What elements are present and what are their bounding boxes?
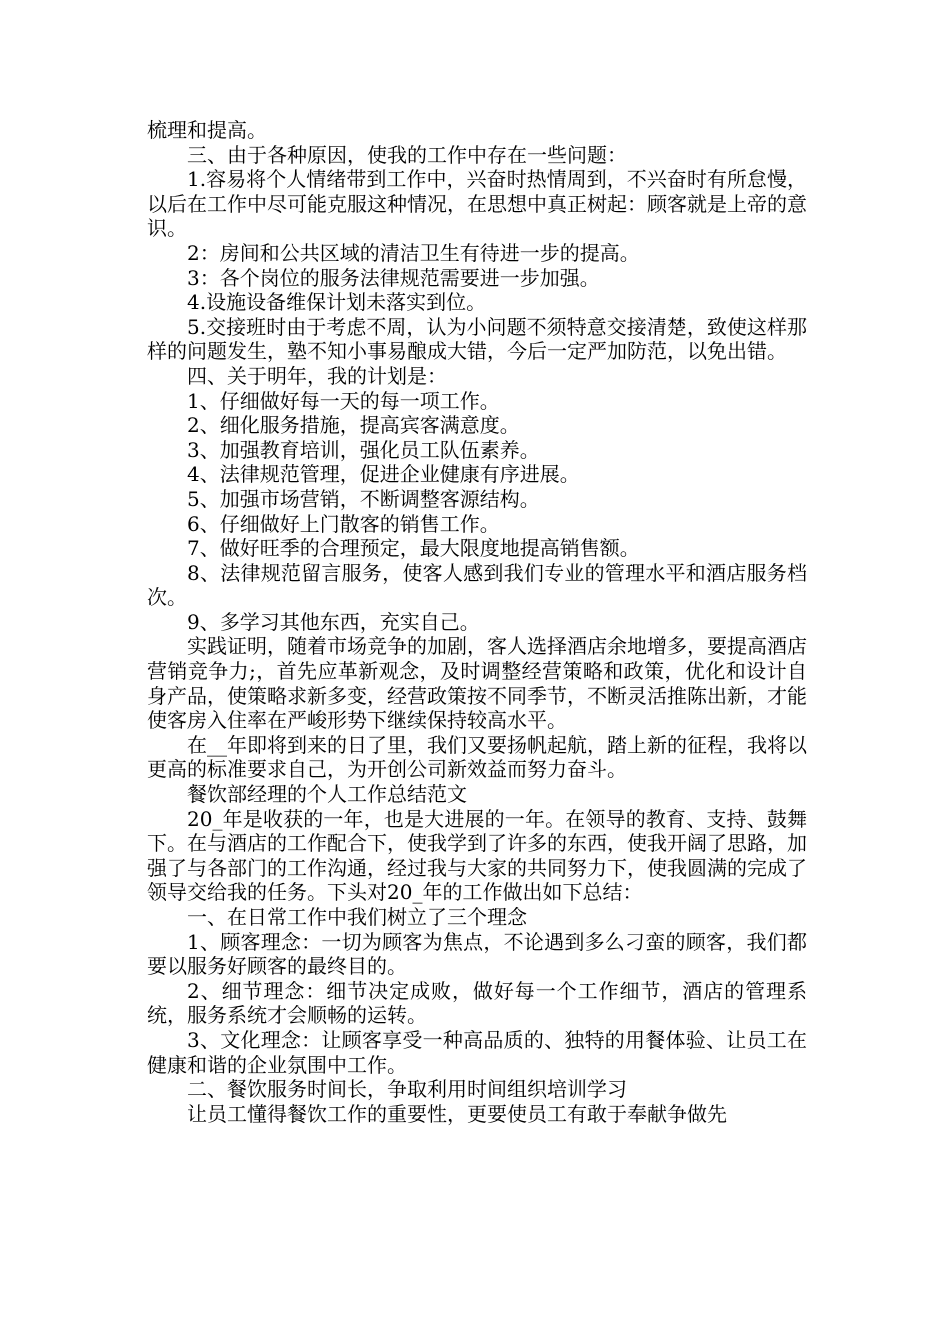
- list-item: 7、做好旺季的合理预定，最大限度地提高销售额。: [187, 536, 640, 561]
- list-item: 2、细化服务措施，提高宾客满意度。: [187, 413, 520, 438]
- paragraph: 3：各个岗位的服务法律规范需要进一步加强。: [187, 265, 600, 290]
- document-title: 餐饮部经理的个人工作总结范文: [187, 782, 467, 807]
- list-item: 6、仔细做好上门散客的销售工作。: [187, 511, 500, 536]
- paragraph: 2：房间和公共区域的清洁卫生有待进一步的提高。: [187, 240, 640, 265]
- list-item: 2、细节理念：细节决定成败，做好每一个工作细节，酒店的管理系统，服务系统才会顺畅的运转。: [147, 978, 807, 1028]
- paragraph: 5.交接班时由于考虑不周，认为小问题不须特意交接清楚，致使这样那样的问题发生，塾不知小事易酿成大错，今后一定严加防范，以免出错。: [147, 314, 807, 364]
- paragraph: 让员工懂得餐饮工作的重要性，更要使员工有敢于奉献争做先: [187, 1101, 727, 1126]
- paragraph: 20_年是收获的一年，也是大进展的一年。在领导的教育、支持、鼓舞下。在与酒店的工作配合下，使我学到了许多的东西，使我开阔了思路，加强了与各部门的工作沟通，经过我与大家的共同努力下，使我圆满的完成了领导交给我的任务。下头对20_年的工作做出如下总结：: [147, 806, 807, 905]
- list-item: 5、加强市场营销，不断调整客源结构。: [187, 486, 540, 511]
- list-item: 9、多学习其他东西，充实自己。: [187, 609, 480, 634]
- list-item: 3、文化理念：让顾客享受一种高品质的、独特的用餐体验、让员工在健康和谐的企业氛围中工作。: [147, 1027, 807, 1077]
- paragraph: 实践证明，随着市场竞争的加剧，客人选择酒店余地增多，要提高酒店营销竞争力;，首先应革新观念，及时调整经营策略和政策，优化和设计自身产品，使策略求新多变，经营政策按不同季节，不断灵活推陈出新，才能使客房入住率在严峻形势下继续保持较高水平。: [147, 634, 807, 733]
- list-item: 1、仔细做好每一天的每一项工作。: [187, 388, 500, 413]
- list-item: 8、法律规范留言服务，使客人感到我们专业的管理水平和酒店服务档次。: [147, 560, 807, 610]
- section-heading-training: 二、餐饮服务时间长，争取利用时间组织培训学习: [187, 1077, 627, 1102]
- paragraph: 4.设施设备维保计划未落实到位。: [187, 290, 487, 315]
- paragraph: 在__年即将到来的日了里，我们又要扬帆起航，踏上新的征程，我将以更高的标准要求自己，为开创公司新效益而努力奋斗。: [147, 732, 807, 782]
- paragraph: 梳理和提高。: [147, 118, 267, 142]
- section-heading-plan: 四、关于明年，我的计划是：: [187, 363, 447, 388]
- list-item: 1、顾客理念：一切为顾客为焦点，不论遇到多么刁蛮的顾客，我们都要以服务好顾客的最终目的。: [147, 929, 807, 979]
- list-item: 4、法律规范管理，促进企业健康有序进展。: [187, 462, 580, 487]
- section-heading-concepts: 一、在日常工作中我们树立了三个理念: [187, 905, 527, 929]
- paragraph: 1.容易将个人情绪带到工作中，兴奋时热情周到，不兴奋时有所怠慢，以后在工作中尽可能克服这种情况，在思想中真正树起：顾客就是上帝的意识。: [147, 167, 807, 241]
- list-item: 3、加强教育培训，强化员工队伍素养。: [187, 437, 540, 462]
- section-heading-problems: 三、由于各种原因，使我的工作中存在一些问题：: [187, 142, 627, 167]
- document-body: [147, 118, 807, 1126]
